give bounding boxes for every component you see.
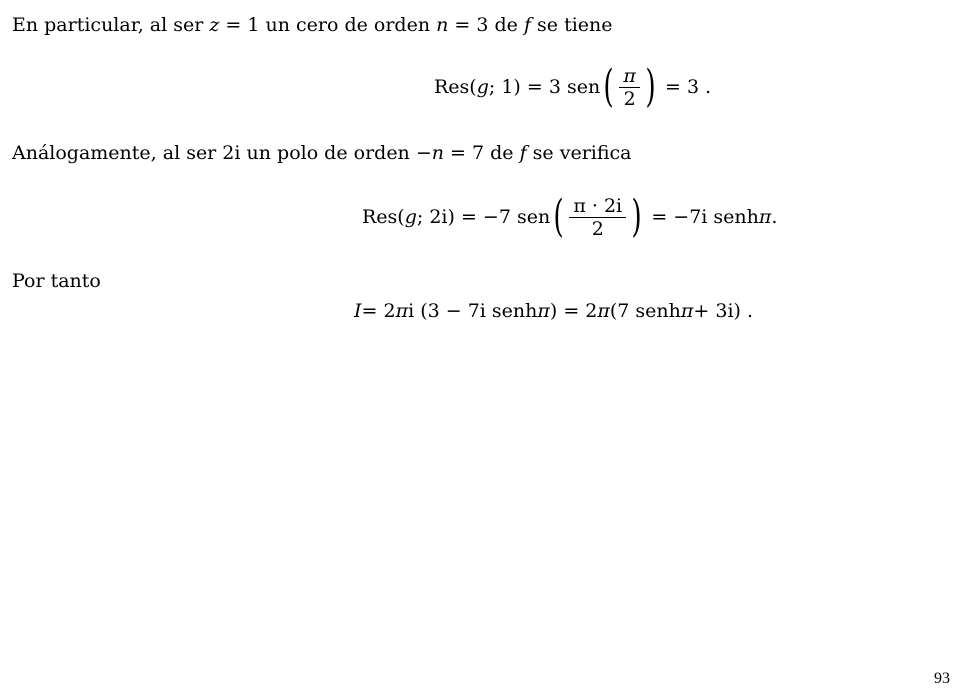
eq2-right-paren: ) xyxy=(631,191,642,242)
eq2-lhs-pre: Res( xyxy=(362,206,405,228)
eq2-rhs-pi: π xyxy=(758,206,772,228)
eq3-text-3: ) = 2 xyxy=(549,300,598,322)
eq3-pi-2: π xyxy=(537,300,550,322)
eq2-frac-denominator: 2 xyxy=(591,217,604,240)
eq2-rhs-pre: = −7i senh xyxy=(651,206,759,228)
p1-math-z: z xyxy=(209,14,220,36)
paragraph-2 xyxy=(12,142,632,164)
eq2-lhs-var: g xyxy=(404,206,417,228)
equation-2 xyxy=(362,192,777,242)
equation-3 xyxy=(354,298,753,324)
eq3-text-2: i (3 − 7i senh xyxy=(408,300,538,322)
p1-text-1: En particular, al ser xyxy=(12,14,210,36)
p1-text-4: se tiene xyxy=(531,14,613,36)
eq3-text-5: + 3i) . xyxy=(693,300,754,322)
eq1-rhs: = 3 . xyxy=(665,76,712,98)
eq1-fraction xyxy=(619,66,640,109)
paragraph-1 xyxy=(12,14,613,36)
p3-text-1: Por tanto xyxy=(12,270,101,292)
eq3-pi-1: π xyxy=(395,300,409,322)
p1-math-f: f xyxy=(523,14,531,36)
eq2-lhs-post: ; 2i) = −7 sen xyxy=(416,206,551,228)
eq3-pi-3: π xyxy=(597,300,610,322)
eq1-lhs-pre: Res( xyxy=(434,76,477,98)
eq3-var-I: I xyxy=(354,300,362,322)
eq2-fraction xyxy=(569,196,626,239)
eq1-lhs-post: ; 1) = 3 sen xyxy=(488,76,601,98)
eq3-text-1: = 2 xyxy=(361,300,396,322)
p2-math-n: n xyxy=(431,142,445,164)
eq1-lhs-var: g xyxy=(476,76,489,98)
p2-text-2: = 7 de xyxy=(444,142,520,164)
eq2-frac-numerator: π · 2i xyxy=(569,196,626,218)
equation-1 xyxy=(434,62,711,112)
eq1-frac-denominator: 2 xyxy=(623,87,636,110)
p1-math-n: n xyxy=(436,14,449,36)
p1-text-2: = 1 un cero de orden xyxy=(219,14,437,36)
eq1-left-paren: ( xyxy=(603,61,614,112)
eq3-text-4: (7 senh xyxy=(609,300,681,322)
p2-math-f: f xyxy=(519,142,527,164)
eq1-right-paren: ) xyxy=(645,61,656,112)
eq2-left-paren: ( xyxy=(553,191,564,242)
p1-text-3: = 3 de xyxy=(448,14,524,36)
paragraph-3 xyxy=(12,270,101,292)
page-number: 93 xyxy=(934,670,950,687)
eq2-rhs-post: . xyxy=(771,206,778,228)
eq1-frac-numerator: π xyxy=(619,66,640,88)
eq3-pi-4: π xyxy=(680,300,694,322)
p2-text-3: se verifica xyxy=(526,142,632,164)
p2-text-1: Análogamente, al ser 2i un polo de orden − xyxy=(12,142,432,164)
